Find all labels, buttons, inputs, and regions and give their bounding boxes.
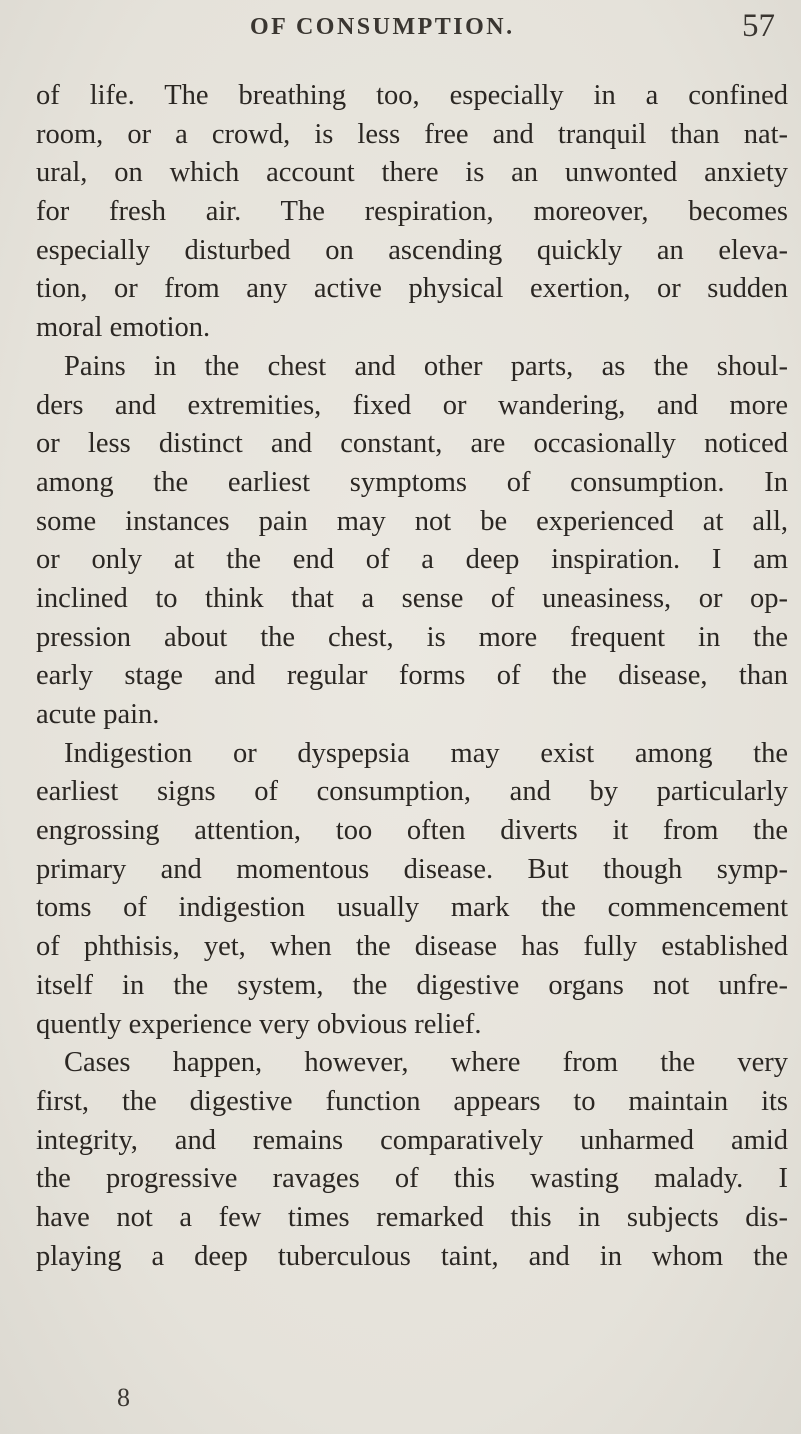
text-line: room, or a crowd, is less free and tranquil than nat- <box>36 118 788 150</box>
paragraph-start-line: Pains in the chest and other parts, as the shoul- <box>64 350 788 382</box>
text-line: the progressive ravages of this wasting malady. I <box>36 1163 788 1195</box>
text-line: first, the digestive function appears to maintain its <box>36 1085 788 1117</box>
text-line: tion, or from any active physical exertion, or sudden <box>36 273 788 305</box>
paragraph-start-line: Cases happen, however, where from the very <box>64 1047 788 1079</box>
text-line: for fresh air. The respiration, moreover, becomes <box>36 196 788 228</box>
text-line: earliest signs of consumption, and by particularly <box>36 776 788 808</box>
text-line: toms of indigestion usually mark the commencement <box>36 892 788 924</box>
running-head: OF CONSUMPTION. <box>250 14 515 40</box>
text-line: among the earliest symptoms of consumption. In <box>36 466 788 498</box>
text-line: ders and extremities, fixed or wandering, and more <box>36 389 788 421</box>
text-line: playing a deep tuberculous taint, and in whom the <box>36 1240 788 1272</box>
page-number: 57 <box>742 8 775 44</box>
text-line: some instances pain may not be experienced at all, <box>36 505 788 537</box>
text-line: integrity, and remains comparatively unharmed amid <box>36 1124 788 1156</box>
text-line: primary and momentous disease. But though symp- <box>36 853 788 885</box>
text-line: or only at the end of a deep inspiration. I am <box>36 544 788 576</box>
text-line: especially disturbed on ascending quickly an eleva- <box>36 234 788 266</box>
text-line: acute pain. <box>36 699 160 730</box>
text-line: ural, on which account there is an unwonted anxiety <box>36 157 788 189</box>
text-line: of life. The breathing too, especially in a confined <box>36 80 788 111</box>
body-text <box>36 77 788 1276</box>
signature-mark: 8 <box>117 1383 130 1412</box>
text-line: moral emotion. <box>36 312 211 344</box>
text-line: have not a few times remarked this in subjects dis- <box>36 1201 788 1233</box>
text-line: inclined to think that a sense of uneasiness, or op- <box>36 582 788 614</box>
text-line: pression about the chest, is more frequent in the <box>36 621 788 653</box>
text-line: quently experience very obvious relief. <box>36 1008 482 1040</box>
text-line: early stage and regular forms of the disease, than <box>36 660 788 692</box>
text-line: engrossing attention, too often diverts it from the <box>36 815 788 847</box>
page-header <box>0 8 801 58</box>
text-line: or less distinct and constant, are occasionally noticed <box>36 428 788 460</box>
text-line: itself in the system, the digestive organs not unfre- <box>36 969 788 1001</box>
paragraph-start-line: Indigestion or dyspepsia may exist among the <box>64 737 788 769</box>
text-line: of phthisis, yet, when the disease has fully established <box>36 931 788 963</box>
